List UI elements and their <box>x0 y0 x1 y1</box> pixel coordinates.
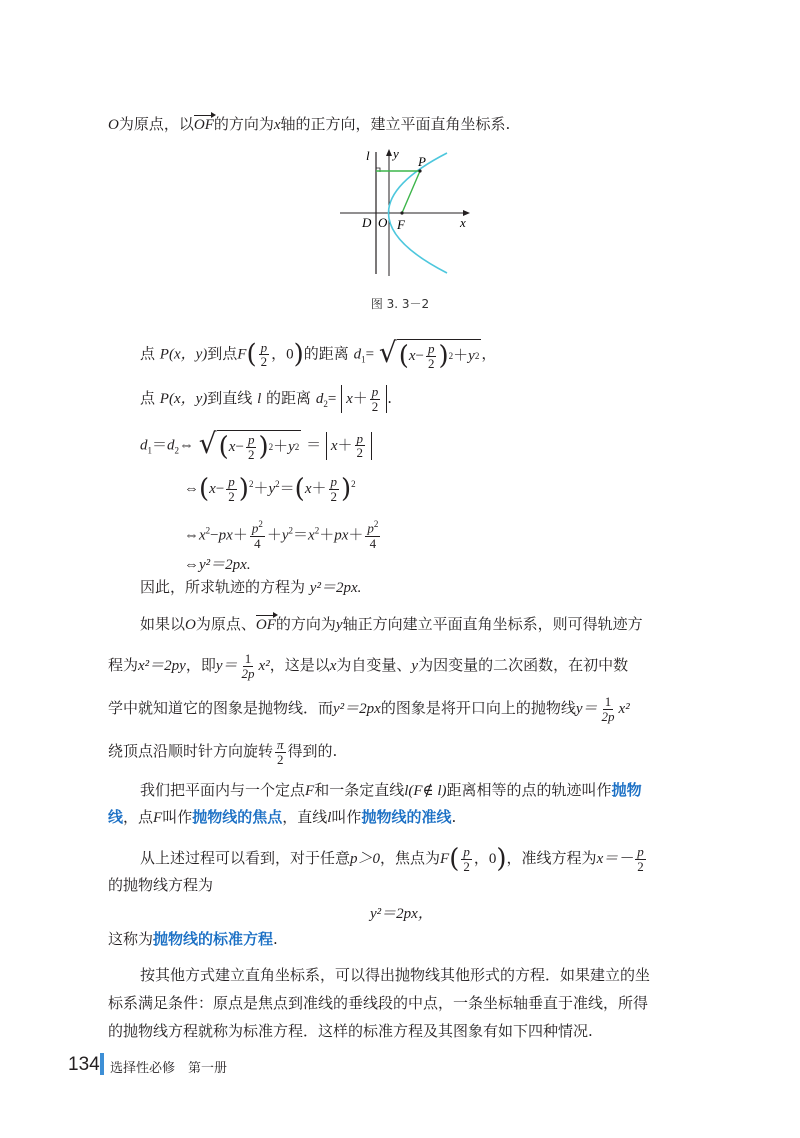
abs-expression: x＋ $\frac{p}{2}$ <box>341 385 387 413</box>
para4-line-2: 标系满足条件：原点是焦点到准线的垂线段的中点，一条坐标轴垂直于准线，所得 <box>108 994 649 1012</box>
para2-line-2: 线，点F叫作抛物线的焦点，直线l叫作抛物线的准线. <box>108 808 457 826</box>
distance-2-line: 点 P(x，y)到直线 l 的距离 $d_2= x+$ $\frac{p}{2}$ . <box>140 384 393 414</box>
term-standard-equation: 抛物线的标准方程 <box>153 930 274 948</box>
segment-pf <box>402 171 420 213</box>
derivation-line-4: ⇔y²＝2px. <box>184 557 251 573</box>
derivation-line-2: ⇔(x− $\frac{p}{2}$ )$^2+y^2=(x+$ $\frac{p}{2}$ )$^2$ <box>184 474 356 505</box>
label-f: F <box>397 217 405 232</box>
distance-1-line: 点 P(x，y)到点F( $\frac{p}{2}$ ，0)的距离 $d_1=$ √ ( x − $\frac{p}{2}$ ) 2 ＋ y 2 ， <box>140 336 497 372</box>
fraction-p-over-2: $\frac{p}{2}$ <box>260 339 268 370</box>
para3-line-2: 的抛物线方程为 <box>108 876 214 894</box>
conclusion-line: 因此，所求轨迹的方程为 y²＝2px. <box>140 578 362 596</box>
para1-line-3: 学中就知道它的图象是抛物线．而y²＝2px的图象是将开口向上的抛物线y＝ $\frac{1}{2p}$ x² <box>108 694 630 724</box>
term-parabola: 抛物 <box>611 781 642 799</box>
label-o: O <box>378 215 388 230</box>
para4-line-3: 的抛物线方程就称为标准方程．这样的标准方程及其图象有如下四种情况. <box>108 1022 593 1040</box>
footer-accent-bar <box>100 1053 104 1075</box>
derivation-line-1: $d_1=d_2\Leftrightarrow$ √ ( x − $\frac{p}{2}$ ) 2 ＋ y 2 ＝ x＋ $\frac{p}{2}$ <box>140 430 372 461</box>
y-axis-arrow <box>386 149 392 156</box>
term-directrix: 抛物线的准线 <box>361 808 452 826</box>
book-title: 选择性必修 第一册 <box>110 1061 228 1076</box>
point-p <box>418 169 421 172</box>
para3-line-1: 从上述过程可以看到，对于任意p＞0，焦点为F( $\frac{p}{2}$ ，0)，准线方程为x＝－ $\frac{p}{2}$ <box>140 844 644 875</box>
sqrt-expression: √ ( x − $\frac{p}{2}$ ) 2 ＋ y 2 <box>378 336 480 372</box>
page-number: 134 <box>68 1054 100 1075</box>
intro-line: O为原点，以OF的方向为x轴的正方向，建立平面直角坐标系. <box>108 115 511 133</box>
parabola-figure <box>0 0 800 290</box>
term-focus: 抛物线的焦点 <box>192 808 283 826</box>
para3-line-3: 这称为抛物线的标准方程. <box>108 930 278 948</box>
label-d: D <box>362 215 372 230</box>
para4-line-1: 按其他方式建立直角坐标系，可以得出抛物线其他形式的方程．如果建立的坐 <box>140 966 651 984</box>
para1-line-2: 程为x²＝2py，即y＝ $\frac{1}{2p}$ x²，这是以x为自变量、y为因变量的二次函数，在初中数 <box>108 651 629 681</box>
figure-caption: 图 3. 3－2 <box>370 297 430 311</box>
para3-equation: y²＝2px， <box>370 906 433 922</box>
para2-line-1: 我们把平面内与一个定点F和一条定直线l(F∉ l)距离相等的点的轨迹叫作抛物 <box>140 781 642 799</box>
para1-line-1: 如果以O为原点、OF的方向为y轴正方向建立平面直角坐标系，则可得轨迹方 <box>140 615 643 633</box>
point-f <box>400 211 403 214</box>
label-p: P <box>418 154 426 169</box>
label-y: y <box>393 146 399 161</box>
para1-line-4: 绕顶点沿顺时针方向旋转 $\frac{\pi}{2}$ 得到的. <box>108 737 338 767</box>
label-x: x <box>460 215 466 230</box>
label-l: l <box>366 148 370 163</box>
derivation-line-3: $\Leftrightarrow x^2-px+$ $\frac{p^2}{4}$ $+y^2=x^2+px+$ $\frac{p^2}{4}$ <box>184 519 379 551</box>
